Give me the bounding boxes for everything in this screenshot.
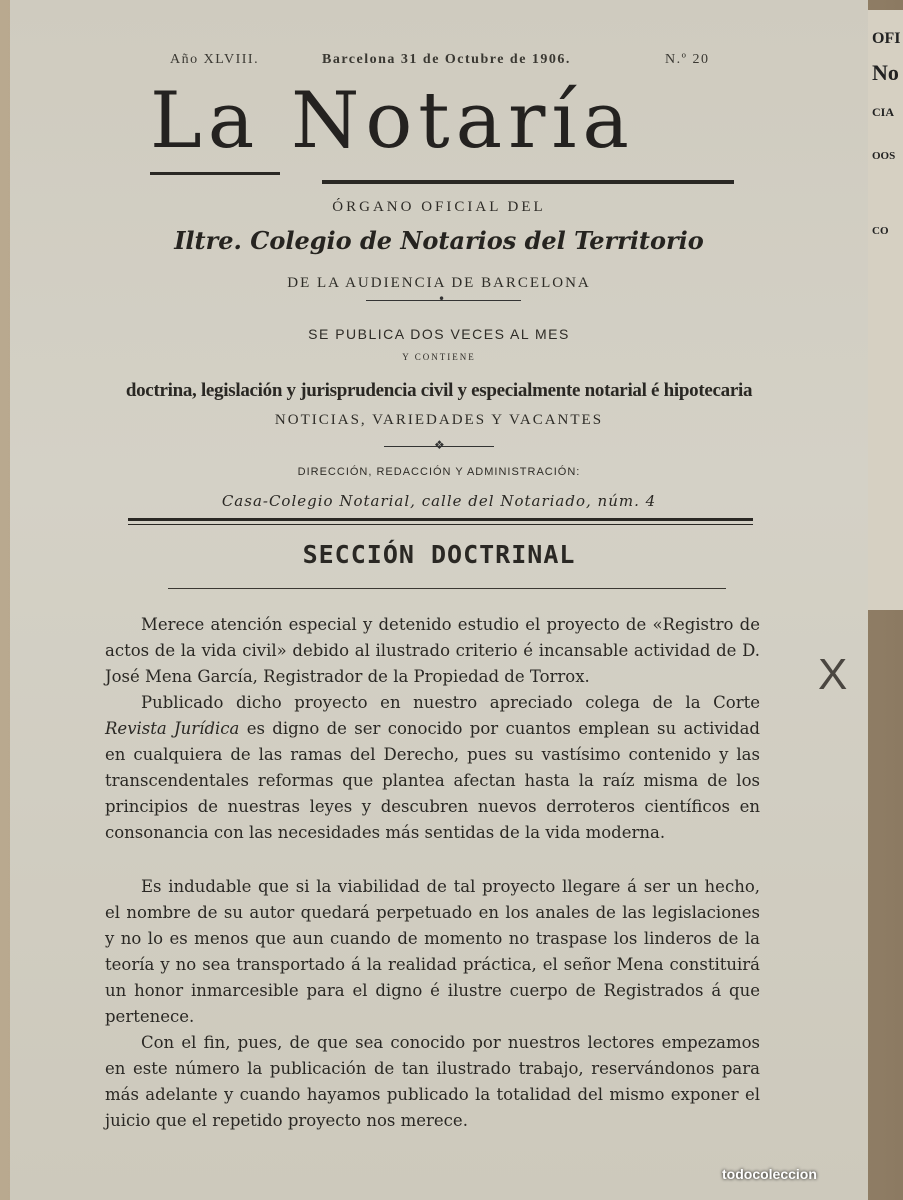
colegio-name: Iltre. Colegio de Notarios del Territorio bbox=[174, 226, 704, 255]
journal-page bbox=[10, 0, 868, 1200]
adjacent-text: CO bbox=[872, 225, 889, 237]
adjacent-page bbox=[862, 10, 903, 610]
year-label: Año XLVIII. bbox=[170, 52, 260, 67]
issue-number: N.º 20 bbox=[665, 52, 710, 67]
noticias-line: NOTICIAS, VARIEDADES Y VACANTES bbox=[274, 412, 604, 428]
paragraph-2 bbox=[105, 690, 760, 846]
p2-italic: Revista Jurídica bbox=[105, 719, 240, 738]
doctrina-line: doctrina, legislación y jurisprudencia civil y especialmente notarial é hipotecaria bbox=[125, 380, 753, 401]
watermark-logo: todocoleccion bbox=[722, 1166, 817, 1182]
paragraph-4: Con el fin, pues, de que sea conocido por nuestros lectores empezamos en este número la publicación de tan ilustrado trabajo, reservándonos para más adelante y cuando hayamos publicado la totalidad del mismo exponer el juicio que el repetido proyecto nos merece. bbox=[105, 1033, 760, 1130]
adjacent-text: OFI bbox=[872, 30, 901, 47]
header-rule-bottom bbox=[128, 524, 753, 525]
organo-label: ÓRGANO OFICIAL DEL bbox=[332, 199, 546, 215]
ornament-glyph: ❖ bbox=[434, 438, 445, 452]
section-rule bbox=[168, 588, 726, 589]
dateline: Barcelona 31 de Octubre de 1906. bbox=[322, 52, 571, 67]
contiene-label: Y CONTIENE bbox=[402, 352, 476, 362]
ornament-dot: • bbox=[438, 292, 446, 306]
p2-text: Publicado dicho proyecto en nuestro apreciado colega de la Corte bbox=[141, 693, 760, 712]
masthead-rule-left bbox=[150, 172, 280, 175]
header-rule-top bbox=[128, 518, 753, 521]
adjacent-text: OOS bbox=[872, 150, 896, 162]
publica-label: SE PUBLICA DOS VECES AL MES bbox=[308, 326, 570, 342]
section-title: SECCIÓN DOCTRINAL bbox=[302, 540, 576, 569]
p2-text-post: es digno de ser conocido por cuantos emplean su actividad en cualquiera de las ramas del Derecho, pues su vastísimo contenido y las transcendentales reformas que plantea afectan hasta la raíz misma de los principios de nuestras leyes y descubren nuevos derroteros científicos en consonancia con las necesidades más sentidas de la vida moderna. bbox=[105, 719, 760, 842]
masthead-title: La Notaría bbox=[150, 76, 635, 166]
paragraph-3: Es indudable que si la viabilidad de tal proyecto llegare á ser un hecho, el nombre de su autor quedará perpetuado en los anales de las legislaciones y no lo es menos que aun cuando de momento no traspase los linderos de la teoría y no sea transportado á la realidad práctica, el señor Mena constituirá un honor inmarcesible para el digno é ilustre cuerpo de Registrados á que pertenece. bbox=[105, 877, 760, 1026]
masthead-rule-right bbox=[322, 180, 734, 184]
adjacent-text: CIA bbox=[872, 105, 895, 119]
adjacent-text: No bbox=[872, 60, 899, 85]
audiencia-label: DE LA AUDIENCIA DE BARCELONA bbox=[287, 275, 591, 291]
casa-address: Casa-Colegio Notarial, calle del Notariado, núm. 4 bbox=[221, 492, 657, 510]
paragraph-1: Merece atención especial y detenido estudio el proyecto de «Registro de actos de la vida civil» debido al ilustrado criterio é incansable actividad de D. José Mena García, Registrador de la Propiedad de Torrox. bbox=[105, 615, 760, 686]
direccion-label: DIRECCIÓN, REDACCIÓN Y ADMINISTRACIÓN: bbox=[297, 466, 581, 478]
handwritten-mark: X bbox=[818, 650, 848, 699]
